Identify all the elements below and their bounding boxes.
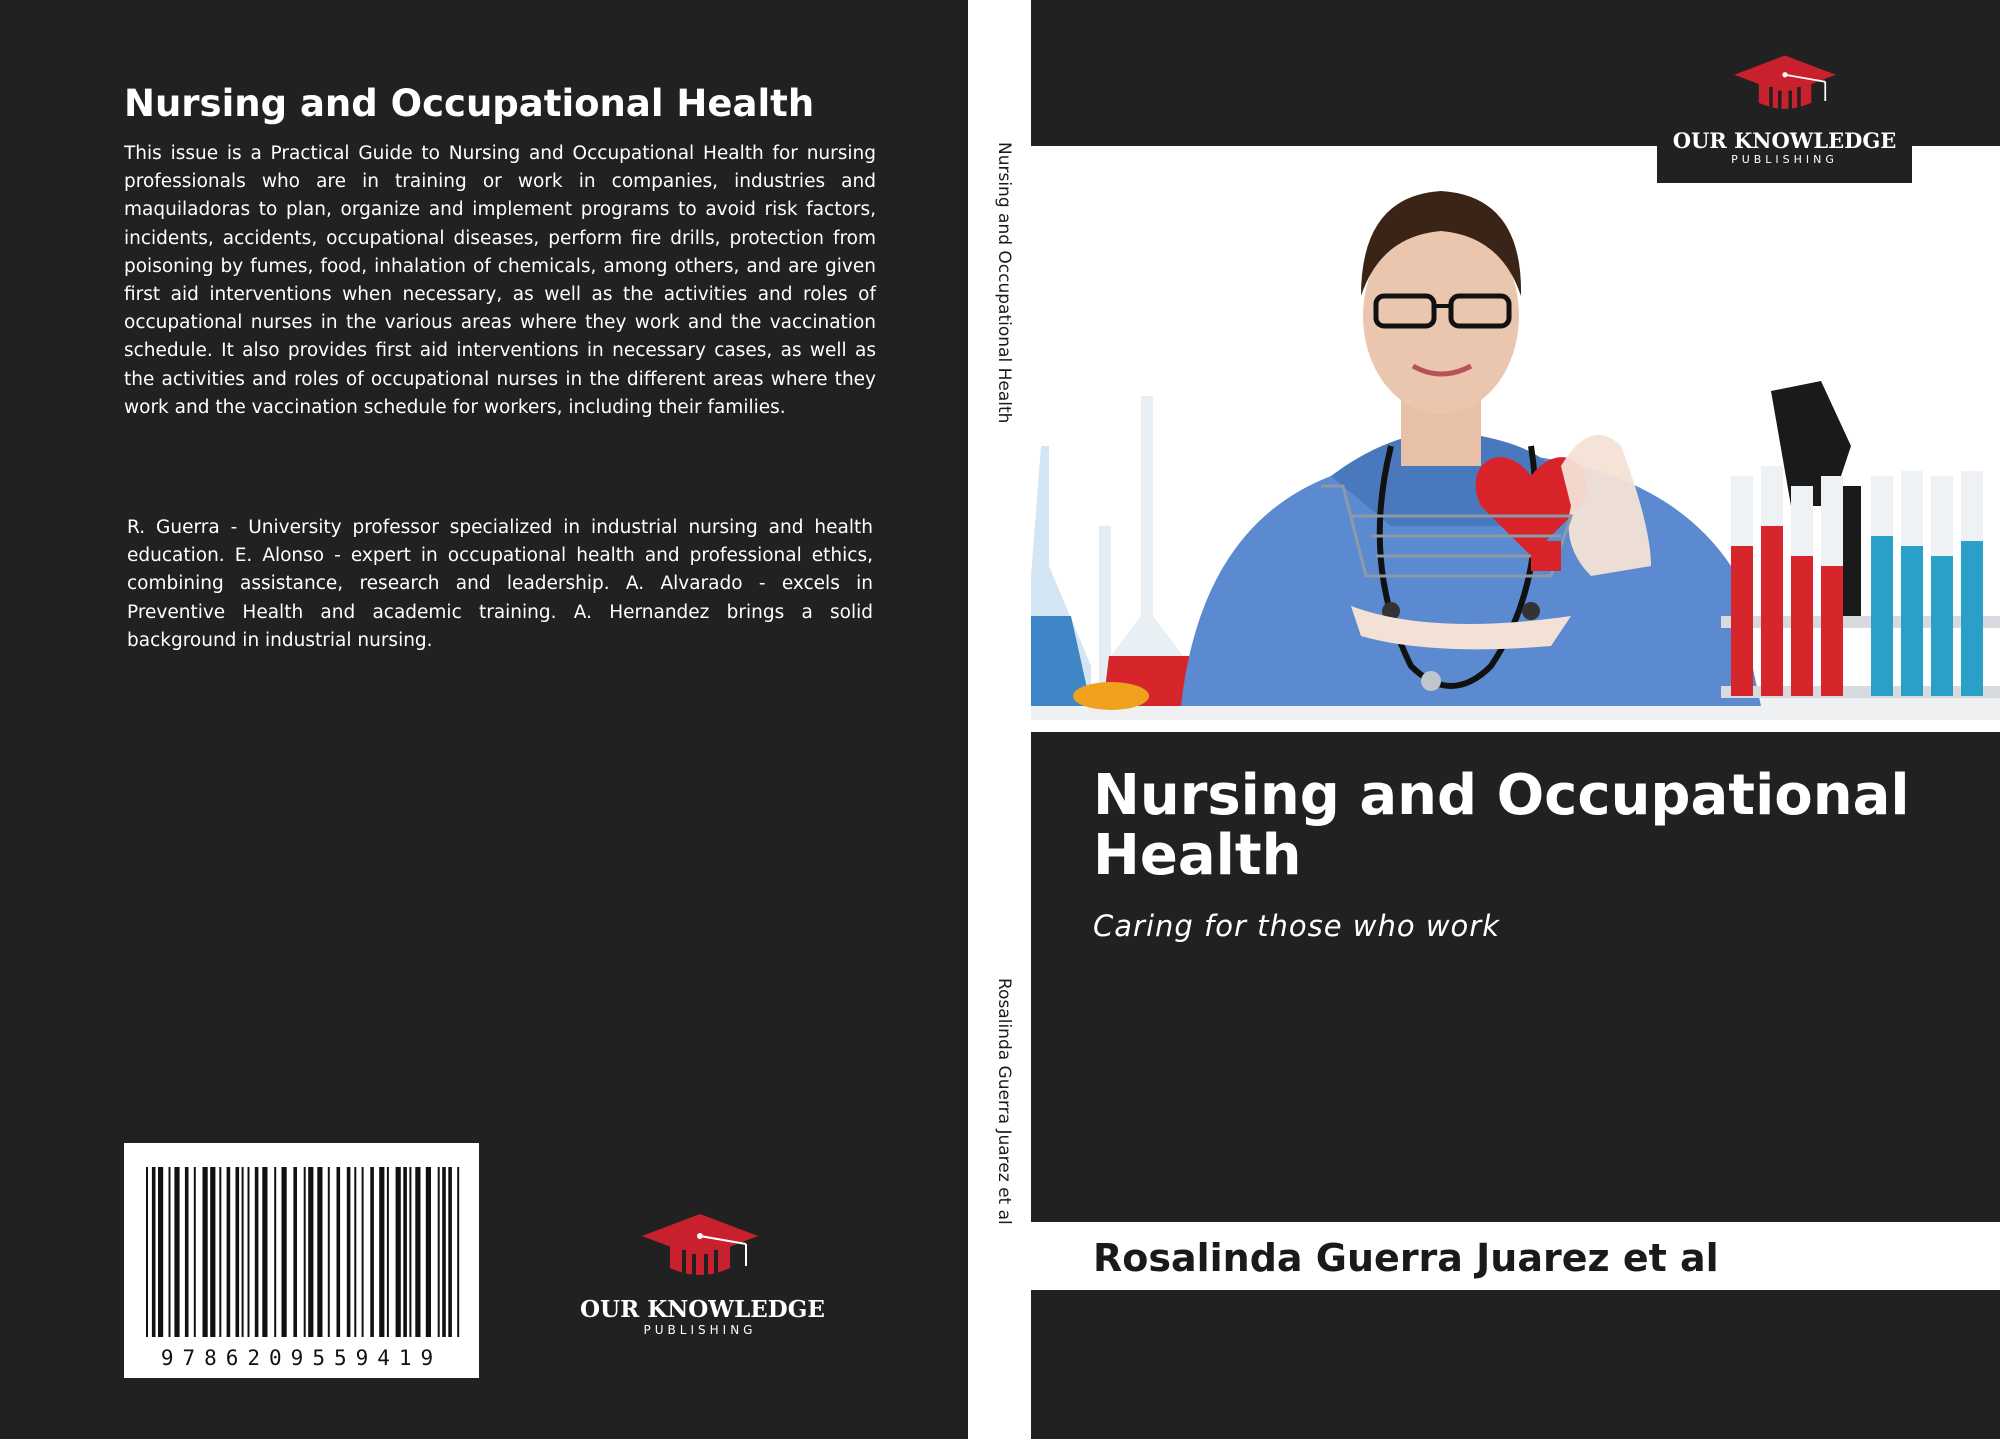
publisher-sub: PUBLISHING [1731,153,1838,166]
barcode-bar [194,1167,196,1337]
barcode-bar [282,1167,287,1337]
barcode-bar [409,1167,411,1337]
barcode-bar [174,1167,179,1337]
barcode-bar [379,1167,384,1337]
barcode-bar [185,1167,189,1337]
barcode-bar [219,1167,221,1337]
barcode-bar [293,1167,297,1337]
barcode-bar [146,1167,148,1337]
publisher-name: OUR KNOWLEDGE [1672,128,1897,153]
barcode-bar [169,1167,171,1337]
barcode-bar [236,1167,240,1337]
barcode-bar [227,1167,231,1337]
graduation-cap-icon [1730,52,1840,122]
barcode-bar [403,1167,407,1337]
barcode-bar [304,1167,306,1337]
barcode-bar [457,1167,459,1337]
barcode-bar [415,1167,420,1337]
back-cover-title: Nursing and Occupational Health [124,82,815,125]
spine-author: Rosalinda Guerra Juarez et al [994,978,1014,1225]
barcode-bar [448,1167,452,1337]
back-cover-blurb: This issue is a Practical Guide to Nursing and Occupational Health for nursing professionals who are in training or work in companies, industries and maquiladoras to plan, organize and implement programs to avoid risk factors, incidents, accidents, occupational diseases, perform fire drills, protection from poisoning by fumes, food, inhalation of chemicals, among others, and are given first aid interventions when necessary, as well as the activities and roles of occupational nurses in the various areas where they work and the vaccination schedule. It also provides first aid interventions in necessary cases, as well as the activities and roles of occupational nurses in the different areas where they work and the vaccination schedule for workers, including their families. [124,143,876,418]
barcode-digits: 9786209559419 [160,1346,443,1370]
barcode-bar [347,1167,351,1337]
barcode-bar [308,1167,313,1337]
front-cover-author: Rosalinda Guerra Juarez et al [1093,1236,1719,1280]
author-bio: R. Guerra - University professor specialized in industrial nursing and health education. E. Alonso - expert in occupational health and professional ethics, combining assistance, research and leadership. A. Alvarado - excels in Preventive Health and academic training. A. Hernandez brings a solid background in industrial nursing. [127,517,873,651]
barcode-bar [387,1167,389,1337]
barcode-bar [354,1167,356,1337]
barcode-bar [396,1167,401,1337]
barcode-bar [370,1167,374,1337]
barcode-bar [442,1167,446,1337]
barcode-bar [255,1167,259,1337]
spine-title: Nursing and Occupational Health [994,142,1014,424]
publisher-sub: PUBLISHING [643,1323,757,1337]
front-cover-subtitle: Caring for those who work [1093,909,1500,943]
barcode-bar [203,1167,208,1337]
barcode-bar [317,1167,322,1337]
graduation-cap-icon [640,1210,760,1290]
publisher-logo-back [580,1210,825,1337]
cover-photo-nurse [1031,146,2000,720]
isbn-barcode [124,1143,479,1378]
barcode-bar [274,1167,276,1337]
barcode-bar [210,1167,215,1337]
front-cover-title: Nursing and Occupational Health [1093,763,1910,888]
barcode-bar [362,1167,364,1337]
barcode-bar [242,1167,244,1337]
barcode-bars [124,1143,479,1378]
barcode-bar [328,1167,330,1337]
barcode-bar [262,1167,267,1337]
publisher-logo-front [1657,52,1912,166]
barcode-bar [337,1167,341,1337]
barcode-bar [438,1167,440,1337]
barcode-bar [248,1167,250,1337]
front-cover-bottom-band [1031,1290,2000,1439]
barcode-bar [152,1167,156,1337]
barcode-bar [158,1167,163,1337]
barcode-bar [426,1167,431,1337]
publisher-name: OUR KNOWLEDGE [580,1296,825,1323]
